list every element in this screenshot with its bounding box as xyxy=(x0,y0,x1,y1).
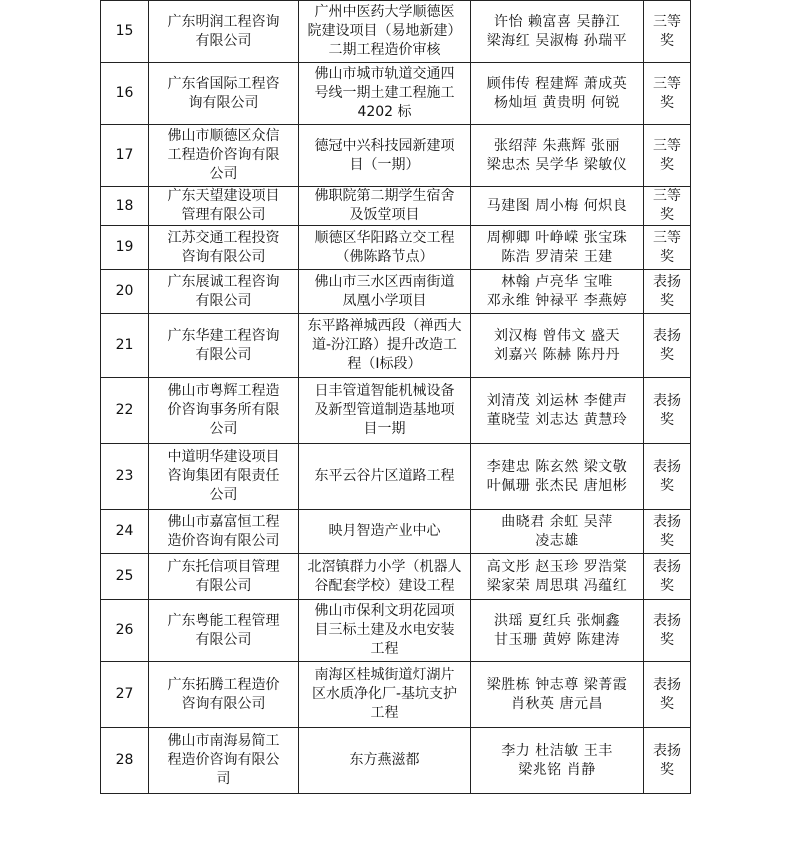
table-row xyxy=(101,728,691,794)
project-name: 顺德区华阳路立交工程 （佛陈路节点） xyxy=(299,226,471,270)
team-members: 刘清茂 刘运林 李健声 董晓莹 刘志达 黄慧玲 xyxy=(471,378,644,444)
row-number: 26 xyxy=(101,600,149,662)
table-row xyxy=(101,63,691,125)
row-number: 18 xyxy=(101,187,149,226)
row-number: 21 xyxy=(101,314,149,378)
row-number: 27 xyxy=(101,662,149,728)
company-name: 广东托信项目管理 有限公司 xyxy=(149,554,299,600)
row-number: 19 xyxy=(101,226,149,270)
team-members: 马建图 周小梅 何炽良 xyxy=(471,187,644,226)
awards-table xyxy=(100,0,691,794)
project-name: 东方燕滋都 xyxy=(299,728,471,794)
team-members: 顾伟传 程建辉 萧成英 杨灿垣 黄贵明 何锐 xyxy=(471,63,644,125)
table-row xyxy=(101,600,691,662)
row-number: 15 xyxy=(101,1,149,63)
award-level: 三等奖 xyxy=(644,63,691,125)
table-row xyxy=(101,444,691,510)
table-row xyxy=(101,662,691,728)
company-name: 广东粤能工程管理 有限公司 xyxy=(149,600,299,662)
company-name: 广东拓腾工程造价 咨询有限公司 xyxy=(149,662,299,728)
project-name: 佛山市城市轨道交通四 号线一期土建工程施工 4202 标 xyxy=(299,63,471,125)
awards-table-body xyxy=(101,1,691,794)
table-row xyxy=(101,226,691,270)
row-number: 17 xyxy=(101,125,149,187)
award-level: 表扬奖 xyxy=(644,444,691,510)
project-name: 德冠中兴科技园新建项 目（一期） xyxy=(299,125,471,187)
project-name: 南海区桂城街道灯湖片 区水质净化厂-基坑支护 工程 xyxy=(299,662,471,728)
table-row xyxy=(101,125,691,187)
award-level: 表扬奖 xyxy=(644,510,691,554)
project-name: 佛山市三水区西南街道 凤凰小学项目 xyxy=(299,270,471,314)
team-members: 张绍萍 朱燕辉 张丽 梁忠杰 吴学华 梁敏仪 xyxy=(471,125,644,187)
award-level: 表扬奖 xyxy=(644,314,691,378)
team-members: 刘汉梅 曾伟文 盛天 刘嘉兴 陈赫 陈丹丹 xyxy=(471,314,644,378)
project-name: 映月智造产业中心 xyxy=(299,510,471,554)
company-name: 广东明润工程咨询 有限公司 xyxy=(149,1,299,63)
table-row xyxy=(101,510,691,554)
project-name: 东平路禅城西段（禅西大 道-汾江路）提升改造工 程（Ⅰ标段） xyxy=(299,314,471,378)
award-level: 表扬奖 xyxy=(644,728,691,794)
company-name: 广东天望建设项目 管理有限公司 xyxy=(149,187,299,226)
team-members: 洪瑶 夏红兵 张炯鑫 甘玉珊 黄婷 陈建涛 xyxy=(471,600,644,662)
table-row xyxy=(101,187,691,226)
row-number: 24 xyxy=(101,510,149,554)
row-number: 20 xyxy=(101,270,149,314)
row-number: 25 xyxy=(101,554,149,600)
table-row xyxy=(101,378,691,444)
project-name: 日丰管道智能机械设备 及新型管道制造基地项 目一期 xyxy=(299,378,471,444)
team-members: 林翰 卢亮华 宝唯 邓永维 钟禄平 李燕婷 xyxy=(471,270,644,314)
award-level: 三等奖 xyxy=(644,1,691,63)
team-members: 许怡 赖富喜 吴静江 梁海红 吴淑梅 孙瑞平 xyxy=(471,1,644,63)
row-number: 16 xyxy=(101,63,149,125)
company-name: 广东华建工程咨询 有限公司 xyxy=(149,314,299,378)
award-level: 三等奖 xyxy=(644,187,691,226)
project-name: 北滘镇群力小学（机器人 谷配套学校）建设工程 xyxy=(299,554,471,600)
table-row xyxy=(101,314,691,378)
company-name: 佛山市顺德区众信 工程造价咨询有限 公司 xyxy=(149,125,299,187)
team-members: 李力 杜洁敏 王丰 梁兆铭 肖静 xyxy=(471,728,644,794)
team-members: 曲晓君 余虹 吴萍 凌志雄 xyxy=(471,510,644,554)
award-level: 表扬奖 xyxy=(644,378,691,444)
team-members: 梁胜栋 钟志尊 梁菁霞 肖秋英 唐元昌 xyxy=(471,662,644,728)
team-members: 周柳卿 叶峥嵘 张宝珠 陈浩 罗清荣 王建 xyxy=(471,226,644,270)
team-members: 李建忠 陈玄然 梁文敬 叶佩珊 张杰民 唐旭彬 xyxy=(471,444,644,510)
row-number: 22 xyxy=(101,378,149,444)
award-level: 三等奖 xyxy=(644,125,691,187)
team-members: 高文彤 赵玉珍 罗浩棠 梁家荣 周思琪 冯蕴红 xyxy=(471,554,644,600)
project-name: 佛职院第二期学生宿舍 及饭堂项目 xyxy=(299,187,471,226)
project-name: 东平云谷片区道路工程 xyxy=(299,444,471,510)
company-name: 佛山市粤辉工程造 价咨询事务所有限 公司 xyxy=(149,378,299,444)
award-level: 表扬奖 xyxy=(644,662,691,728)
company-name: 佛山市南海易简工 程造价咨询有限公 司 xyxy=(149,728,299,794)
company-name: 中道明华建设项目 咨询集团有限责任 公司 xyxy=(149,444,299,510)
company-name: 广东省国际工程咨 询有限公司 xyxy=(149,63,299,125)
award-level: 表扬奖 xyxy=(644,600,691,662)
award-level: 表扬奖 xyxy=(644,270,691,314)
row-number: 28 xyxy=(101,728,149,794)
project-name: 广州中医药大学顺德医 院建设项目（易地新建） 二期工程造价审核 xyxy=(299,1,471,63)
company-name: 江苏交通工程投资 咨询有限公司 xyxy=(149,226,299,270)
row-number: 23 xyxy=(101,444,149,510)
company-name: 广东展诚工程咨询 有限公司 xyxy=(149,270,299,314)
table-row xyxy=(101,554,691,600)
table-row xyxy=(101,270,691,314)
project-name: 佛山市保利文玥花园项 目三标土建及水电安装 工程 xyxy=(299,600,471,662)
award-level: 表扬奖 xyxy=(644,554,691,600)
award-level: 三等奖 xyxy=(644,226,691,270)
table-row xyxy=(101,1,691,63)
company-name: 佛山市嘉富恒工程 造价咨询有限公司 xyxy=(149,510,299,554)
